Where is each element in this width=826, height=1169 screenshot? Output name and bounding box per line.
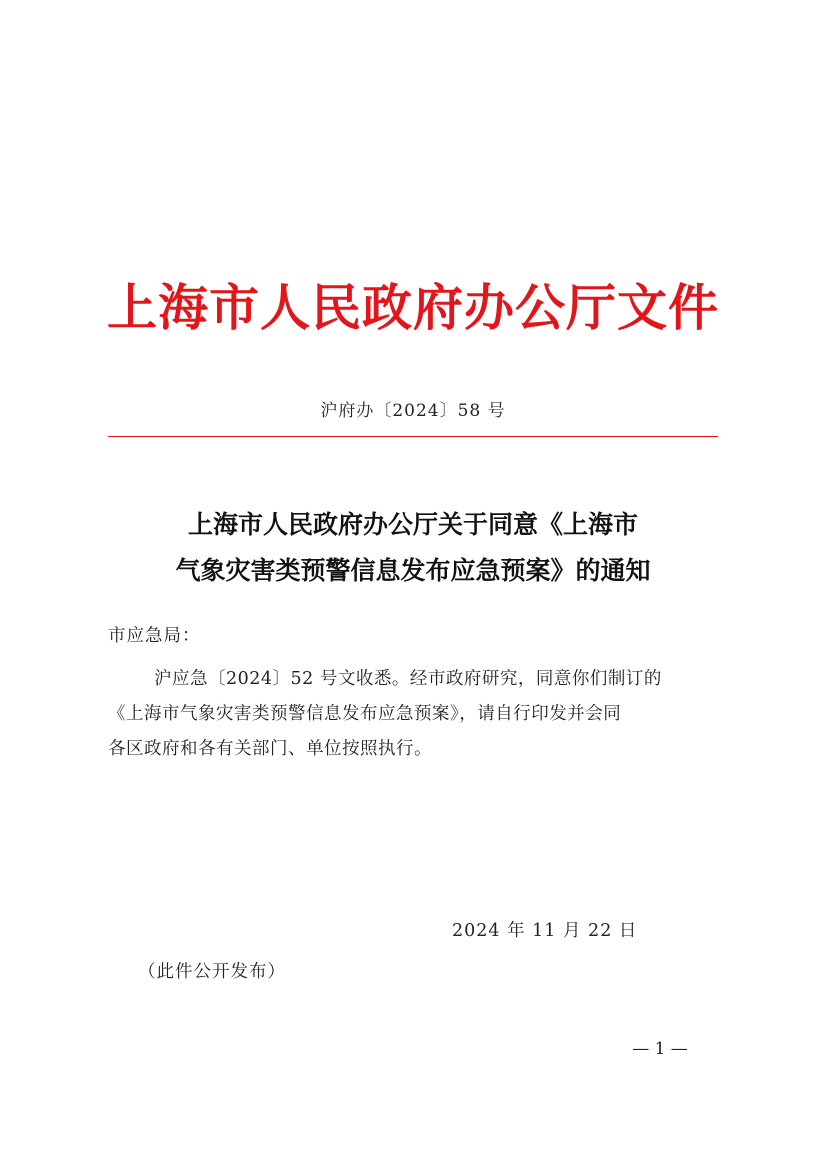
- body-line-1: 沪应急〔2024〕52 号文收悉。经市政府研究，同意你们制订的: [154, 669, 662, 689]
- addressee: 市应急局：: [108, 626, 201, 646]
- page-number: — 1 —: [632, 1039, 688, 1059]
- masthead-title: 上海市人民政府办公厅文件: [107, 278, 719, 337]
- notice-title: [108, 502, 718, 594]
- notice-title-line-2: 气象灾害类预警信息发布应急预案》的通知: [175, 556, 651, 585]
- red-divider-line: [108, 436, 718, 437]
- notice-title-line-1: 上海市人民政府办公厅关于同意《上海市: [187, 510, 638, 539]
- body-paragraph: [108, 662, 718, 767]
- issue-date: 2024 年 11 月 22 日: [452, 921, 638, 941]
- document-number: 沪府办〔2024〕58 号: [320, 401, 506, 421]
- disclosure-note: （此件公开发布）: [138, 962, 286, 982]
- body-line-2: 《上海市气象灾害类预警信息发布应急预案》，请自行印发并会同: [108, 704, 622, 724]
- body-line-3: 各区政府和各有关部门、单位按照执行。: [108, 739, 432, 759]
